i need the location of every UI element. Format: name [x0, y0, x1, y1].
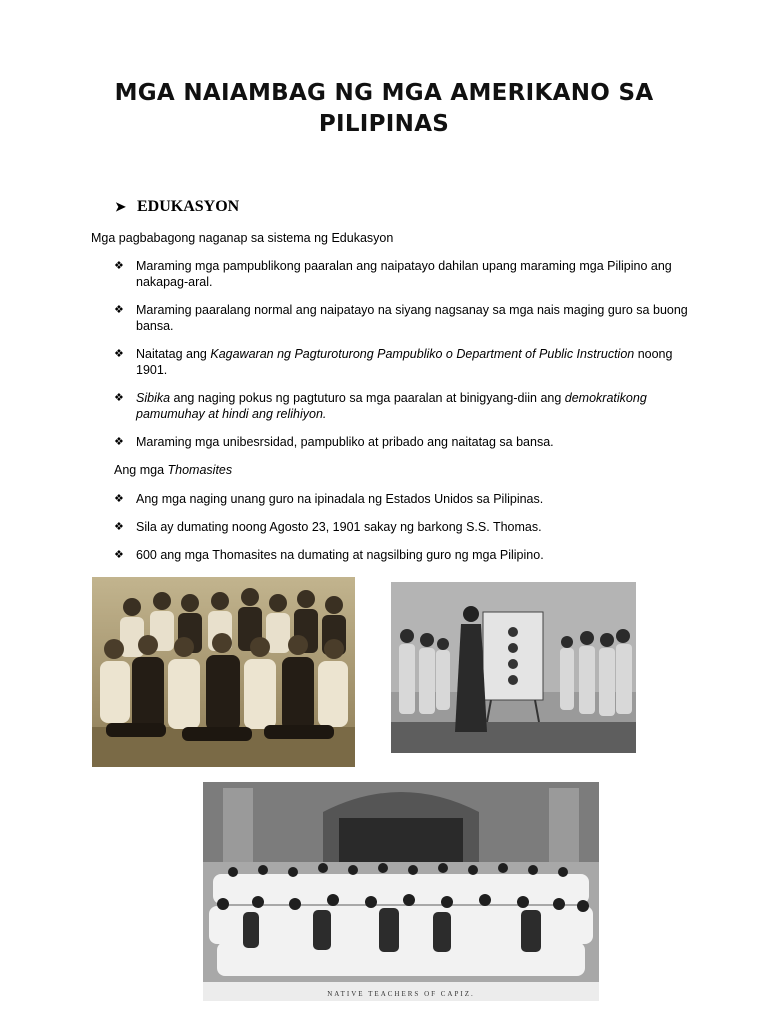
list-item: [114, 302, 694, 334]
four-diamond-bullet-icon: ❖: [114, 493, 124, 505]
thomasites-heading: [114, 463, 232, 477]
list-item-emphasis: Sibika: [136, 391, 171, 405]
teacher-classroom-photo: [391, 582, 636, 753]
four-diamond-bullet-icon: ❖: [114, 521, 124, 533]
four-diamond-bullet-icon: ❖: [114, 436, 124, 448]
thomasites-heading-emphasis: Thomasites: [167, 463, 233, 477]
list-item: [114, 519, 694, 535]
title-line-1: MGA NAIAMBAG NG MGA AMERIKANO SA: [114, 80, 654, 106]
four-diamond-bullet-icon: ❖: [114, 549, 124, 561]
education-changes-list: [114, 258, 694, 462]
list-item-text: 600 ang mga Thomasites na dumating at nagsilbing guro ng mga Pilipino.: [136, 548, 544, 562]
list-item-text: Ang mga naging unang guro na ipinadala ng Estados Unidos sa Pilipinas.: [136, 492, 544, 506]
thomasites-heading-text: Ang mga: [114, 463, 168, 477]
page-title: [0, 78, 768, 140]
list-item-text: Naitatag ang: [136, 347, 211, 361]
list-item: [114, 491, 694, 507]
list-item-text: noong 1901.: [136, 347, 673, 377]
list-item: [114, 346, 694, 378]
photo-caption: NATIVE TEACHERS OF CAPIZ.: [327, 990, 475, 998]
arrowhead-bullet-icon: ➤: [115, 199, 126, 214]
thomasites-group-photo: [92, 577, 355, 767]
list-item-text: Maraming paaralang normal ang naipatayo na siyang nagsanay sa mga nais maging guro sa buong bansa.: [136, 303, 688, 333]
section-heading-edukasyon: [115, 198, 239, 216]
title-line-2: PILIPINAS: [318, 111, 450, 137]
section-heading-text: EDUKASYON: [137, 198, 240, 215]
list-item-text: Maraming mga pampublikong paaralan ang naipatayo dahilan upang maraming mga Pilipino ang nakapag-aral.: [136, 259, 672, 289]
list-item: [114, 258, 694, 290]
section-intro: Mga pagbabagong naganap sa sistema ng Edukasyon: [91, 231, 394, 245]
four-diamond-bullet-icon: ❖: [114, 304, 124, 316]
list-item: [114, 390, 694, 422]
list-item-emphasis: demokratikong pamumuhay at hindi ang relihiyon.: [136, 391, 647, 421]
list-item: [114, 547, 694, 563]
list-item-text: Sila ay dumating noong Agosto 23, 1901 sakay ng barkong S.S. Thomas.: [136, 520, 542, 534]
list-item-text: Maraming mga unibesrsidad, pampubliko at pribado ang naitatag sa bansa.: [136, 435, 554, 449]
four-diamond-bullet-icon: ❖: [114, 348, 124, 360]
list-item: [114, 434, 694, 450]
native-teachers-photo: [203, 782, 599, 1001]
four-diamond-bullet-icon: ❖: [114, 392, 124, 404]
thomasites-list: [114, 491, 694, 575]
list-item-text: ang naging pokus ng pagtuturo sa mga paaralan at binigyang-diin ang: [170, 391, 565, 405]
list-item-emphasis: Kagawaran ng Pagturoturong Pampubliko o Department of Public Instruction: [210, 347, 635, 361]
four-diamond-bullet-icon: ❖: [114, 260, 124, 272]
